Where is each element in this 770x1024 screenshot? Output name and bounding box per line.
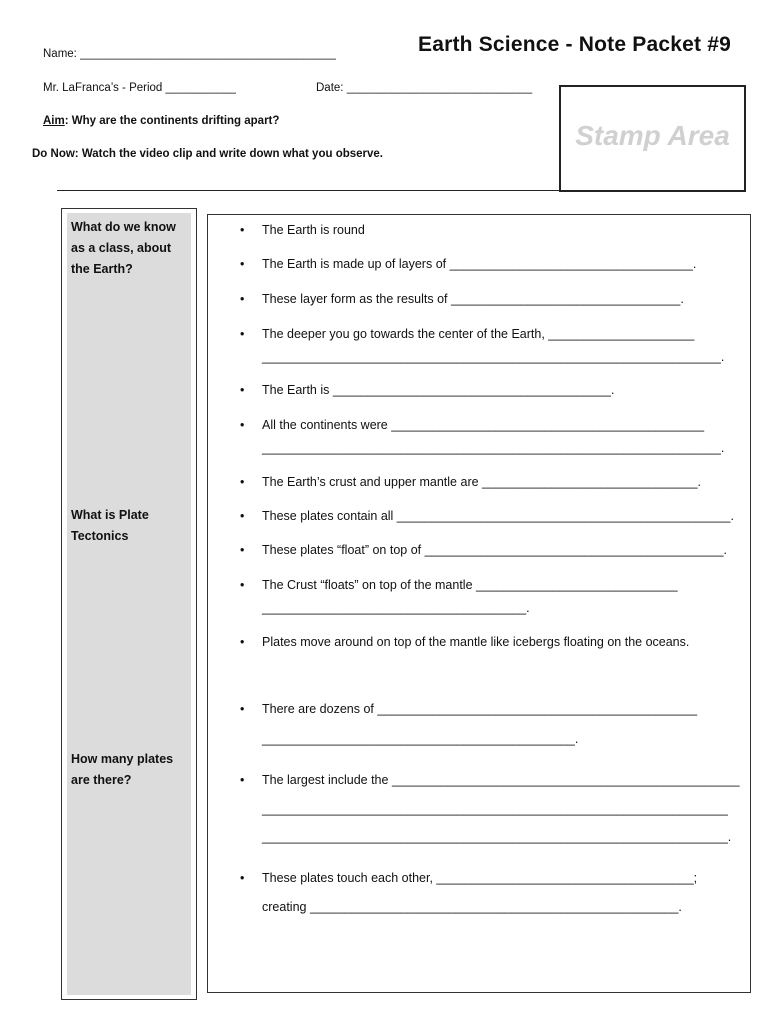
date-line[interactable] — [316, 82, 532, 94]
note-bullet-continuation[interactable]: _____________________________________________. — [262, 732, 579, 746]
bullet-marker: • — [240, 543, 245, 557]
note-bullet-continuation[interactable]: __________________________________________________________________. — [262, 350, 725, 364]
bullet-marker: • — [240, 578, 245, 592]
note-bullet-continuation[interactable]: ___________________________________________________________________ — [262, 802, 728, 816]
bullet-marker: • — [240, 292, 245, 306]
note-bullet[interactable]: • These plates contain all ________________________________________________. — [240, 509, 734, 523]
do-now: Do Now: Watch the video clip and write down what you observe. — [32, 148, 383, 160]
bullet-marker: • — [240, 773, 245, 787]
question-plate-tectonics: What is Plate Tectonics — [71, 508, 149, 543]
date-label: Date: — [316, 82, 347, 94]
period-line[interactable] — [43, 82, 236, 94]
note-bullet-continuation[interactable]: ___________________________________________________________________. — [262, 830, 732, 844]
bullet-marker: • — [240, 475, 245, 489]
date-blank[interactable]: _____________________________ — [346, 82, 533, 94]
bullet-marker: • — [240, 635, 245, 649]
note-bullet[interactable]: • The deeper you go towards the center of the Earth, _____________________ — [240, 327, 695, 341]
question-column-shading — [67, 213, 191, 995]
aim-line — [43, 115, 279, 127]
bullet-marker: • — [240, 509, 245, 523]
teacher-label: Mr. LaFranca’s - Period — [43, 82, 166, 94]
note-bullet: • Plates move around on top of the mantle like icebergs floating on the oceans. — [240, 635, 690, 649]
bullet-marker: • — [240, 702, 245, 716]
note-bullet[interactable]: • All the continents were _____________________________________________ — [240, 418, 705, 432]
question-how-many-plates: How many plates are there? — [71, 752, 174, 787]
bullet-marker: • — [240, 327, 245, 341]
bullet-marker: • — [240, 223, 245, 237]
stamp-area — [559, 85, 746, 192]
note-bullet[interactable]: • The Earth is made up of layers of ___________________________________. — [240, 257, 697, 271]
note-bullet[interactable]: • The Earth is ________________________________________. — [240, 383, 615, 397]
aim-text: : Why are the continents drifting apart? — [64, 115, 280, 127]
bullet-marker: • — [240, 871, 245, 885]
aim-label: Aim — [43, 115, 65, 127]
stamp-area-label: Stamp Area — [575, 120, 730, 151]
bullet-marker: • — [240, 383, 245, 397]
note-bullet[interactable]: • The Earth’s crust and upper mantle are _______________________________. — [240, 475, 702, 489]
note-bullet[interactable]: • The Crust “floats” on top of the mantle _____________________________ — [240, 578, 678, 592]
note-bullet[interactable]: • There are dozens of ______________________________________________ — [240, 702, 698, 716]
note-bullet-continuation[interactable]: __________________________________________________________________. — [262, 441, 725, 455]
note-bullet-continuation[interactable]: ______________________________________. — [262, 601, 530, 615]
bullet-marker: • — [240, 257, 245, 271]
name-line[interactable] — [43, 48, 336, 60]
page-title: Earth Science - Note Packet #9 — [418, 33, 731, 56]
note-bullet[interactable]: • These plates “float” on top of ___________________________________________. — [240, 543, 727, 557]
period-blank[interactable]: ___________ — [165, 82, 236, 94]
note-bullet[interactable]: • The largest include the __________________________________________________ — [240, 773, 740, 787]
name-label: Name: — [43, 48, 81, 60]
note-bullet-continuation[interactable]: creating _____________________________________________________. — [262, 900, 682, 914]
note-bullet[interactable]: • These layer form as the results of _________________________________. — [240, 292, 684, 306]
question-column — [61, 208, 197, 1000]
name-blank[interactable]: ________________________________________ — [80, 48, 336, 60]
bullet-marker: • — [240, 418, 245, 432]
note-bullet[interactable]: • These plates touch each other, _____________________________________; — [240, 871, 698, 885]
question-earth: What do we know as a class, about the Earth? — [71, 220, 176, 276]
note-bullet: • The Earth is round — [240, 223, 365, 237]
